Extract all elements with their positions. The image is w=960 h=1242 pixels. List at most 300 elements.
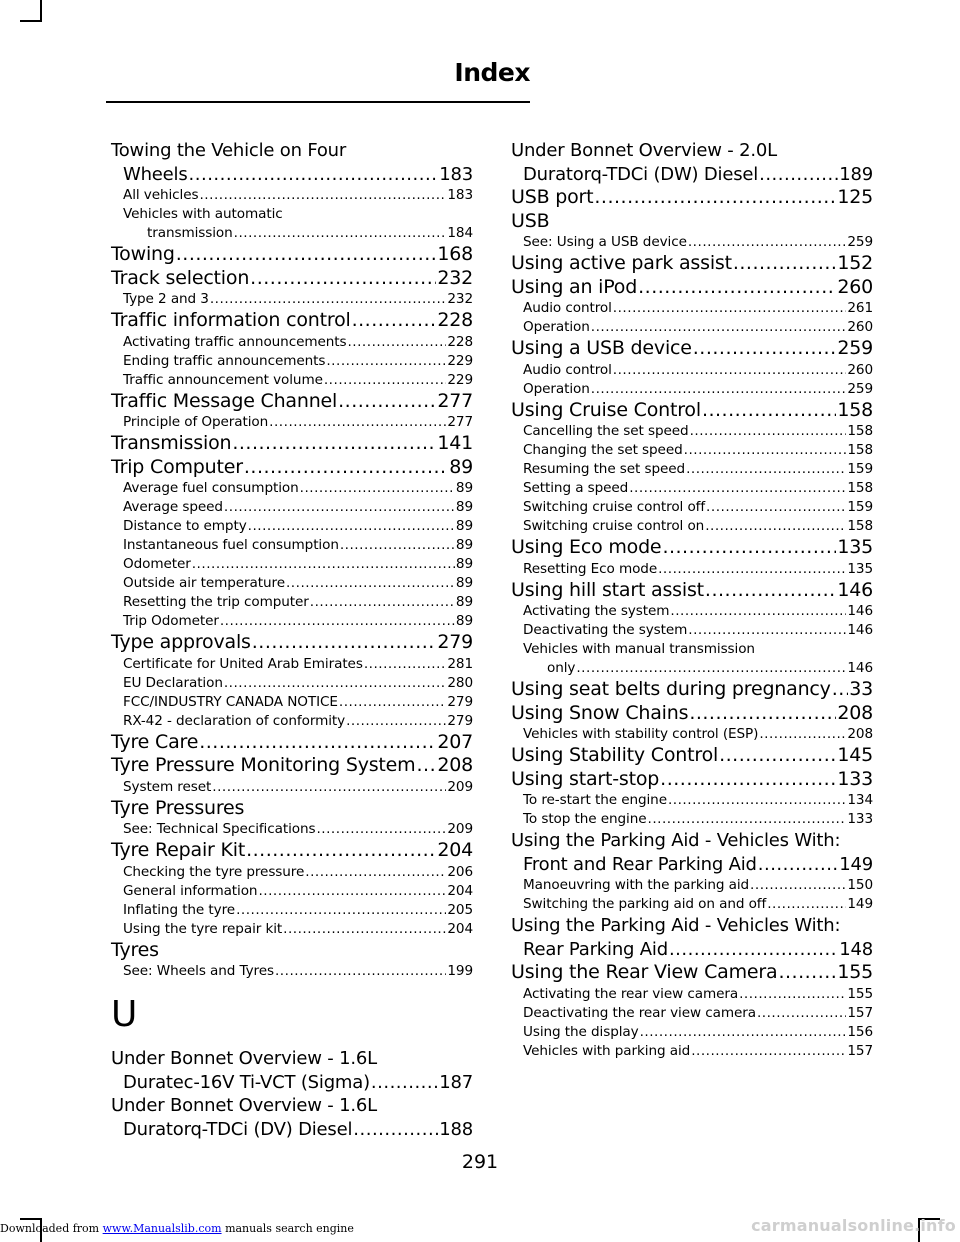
leader-dots	[339, 693, 446, 712]
page-ref: 158	[847, 423, 873, 439]
page-ref: 204	[447, 920, 473, 937]
page-ref: 89	[455, 575, 473, 591]
leader-dots	[283, 920, 446, 939]
entry-text: Trip Odometer	[123, 613, 219, 629]
leader-dots	[340, 536, 455, 555]
page-ref: 260	[847, 319, 873, 335]
entry-line	[511, 702, 873, 726]
page-ref: 209	[447, 821, 473, 837]
index-subentry[interactable]	[511, 791, 873, 810]
page-ref: 146	[837, 578, 873, 601]
leader-dots	[660, 768, 836, 792]
page-ref: 149	[839, 853, 873, 875]
index-subentry[interactable]	[111, 674, 473, 693]
leader-dots	[352, 309, 437, 333]
leader-dots	[591, 318, 847, 337]
page-ref: 279	[437, 631, 473, 653]
leader-dots	[275, 962, 446, 981]
entry-line	[523, 380, 873, 399]
page-ref: 89	[455, 518, 473, 534]
entry-text: Track selection	[111, 266, 250, 289]
entry-text: Certificate for United Arab Emirates	[123, 655, 363, 672]
page-ref: 188	[439, 1118, 473, 1140]
entry-line	[111, 839, 473, 863]
entry-text: Using active park assist	[511, 252, 732, 274]
index-entry[interactable]	[511, 536, 873, 560]
entry-line	[123, 655, 473, 674]
entry-text: Using start-stop	[511, 767, 660, 790]
entry-text: Activating the system	[523, 603, 670, 619]
entry-text: All vehicles	[123, 187, 199, 203]
entry-text: See: Wheels and Tyres	[123, 963, 274, 979]
entry-line	[123, 371, 473, 390]
index-subentry[interactable]	[111, 920, 473, 939]
leader-dots	[250, 267, 436, 291]
leader-dots	[669, 938, 838, 962]
entry-line	[511, 678, 873, 702]
index-entry[interactable]	[511, 276, 873, 300]
download-prefix: Downloaded from	[0, 1222, 100, 1235]
leader-dots	[192, 555, 455, 574]
page-ref: 207	[437, 730, 473, 753]
entry-text: Inflating the tyre	[123, 901, 236, 918]
entry-text: transmission	[147, 225, 233, 241]
index-entry[interactable]	[111, 456, 473, 480]
leader-dots	[248, 517, 455, 536]
index-entry[interactable]	[111, 390, 473, 414]
leader-dots	[416, 754, 436, 778]
leader-dots	[246, 839, 436, 863]
entry-line	[511, 163, 873, 187]
manualslib-link[interactable]: www.Manualslib.com	[102, 1222, 222, 1235]
index-subentry[interactable]	[111, 712, 473, 731]
index-subentry[interactable]	[111, 574, 473, 593]
page-ref: 187	[439, 1071, 473, 1093]
entry-line	[111, 1071, 473, 1095]
leader-dots	[212, 778, 446, 797]
entry-text: Setting a speed	[523, 480, 629, 496]
entry-line	[523, 791, 873, 810]
page-ref: 157	[847, 1042, 873, 1059]
page-ref: 133	[837, 767, 873, 790]
entry-line	[123, 413, 473, 432]
page-ref: 204	[437, 839, 473, 861]
leader-dots	[706, 498, 846, 517]
entry-line	[123, 498, 473, 517]
index-entry[interactable]	[111, 267, 473, 291]
leader-dots	[252, 631, 437, 655]
index-entry[interactable]	[511, 768, 873, 792]
leader-dots	[648, 810, 847, 829]
page-ref: 33	[849, 678, 873, 700]
watermark: carmanualsonline.info	[751, 1216, 956, 1235]
leader-dots	[220, 612, 455, 631]
page-ref: 204	[447, 882, 473, 899]
leader-dots	[690, 422, 847, 441]
leader-dots	[702, 399, 836, 423]
leader-dots	[234, 224, 447, 243]
entry-line	[111, 267, 473, 291]
page-ref: 149	[847, 896, 873, 912]
entry-line	[523, 985, 873, 1004]
entry-line	[511, 853, 873, 877]
page-ref: 156	[847, 1023, 873, 1040]
page-ref: 155	[837, 961, 873, 983]
page-ref: 158	[837, 398, 873, 421]
index-heading: USB	[511, 209, 550, 232]
leader-dots	[199, 731, 436, 755]
index-subentry[interactable]	[511, 422, 873, 441]
index-subentry[interactable]	[511, 1004, 873, 1023]
index-entry[interactable]	[511, 139, 873, 186]
entry-first-line: Using the Parking Aid - Vehicles With:	[511, 830, 841, 851]
entry-text: See: Technical Specifications	[123, 821, 316, 837]
leader-dots	[199, 186, 446, 205]
index-subentry[interactable]	[111, 290, 473, 309]
index-subentry[interactable]	[511, 498, 873, 517]
entry-text: Deactivating the system	[523, 622, 688, 638]
index-subentry[interactable]	[111, 555, 473, 574]
entry-line	[111, 631, 473, 655]
index-entry[interactable]	[511, 829, 873, 876]
index-entry[interactable]	[511, 252, 873, 276]
leader-dots	[338, 390, 436, 414]
leader-dots	[757, 1004, 846, 1023]
page-ref: 208	[437, 754, 473, 776]
entry-text: USB port	[511, 186, 594, 208]
index-subentry[interactable]	[111, 901, 473, 920]
index-entry[interactable]	[511, 961, 873, 985]
leader-dots	[832, 678, 848, 702]
index-subentry[interactable]	[511, 876, 873, 895]
leader-dots	[719, 744, 836, 768]
entry-line	[523, 876, 873, 895]
page-ref: 148	[839, 938, 873, 960]
page-ref: 159	[847, 461, 873, 477]
index-subentry[interactable]	[111, 205, 473, 243]
entry-text: Traffic information control	[111, 309, 351, 331]
index-subentry[interactable]	[111, 612, 473, 631]
entry-line	[123, 555, 473, 574]
index-subentry[interactable]	[111, 693, 473, 712]
index-entry[interactable]	[511, 678, 873, 702]
index-entry[interactable]	[111, 839, 473, 863]
entry-text: Changing the set speed	[523, 442, 683, 458]
entry-line	[523, 621, 873, 640]
index-entry[interactable]	[111, 631, 473, 655]
entry-line	[123, 674, 473, 693]
page-ref: 133	[847, 811, 873, 827]
entry-line	[123, 290, 473, 309]
entry-text: Using the tyre repair kit	[123, 920, 283, 937]
index-subentry[interactable]	[511, 318, 873, 337]
entry-line	[111, 456, 473, 480]
entry-line	[123, 778, 473, 797]
page-ref: 260	[847, 361, 873, 378]
entry-text: Using hill start assist	[511, 578, 704, 601]
index-subentry[interactable]	[111, 962, 473, 981]
leader-dots	[210, 290, 446, 309]
index-subentry[interactable]	[111, 186, 473, 205]
index-subentry[interactable]	[111, 536, 473, 555]
index-entry[interactable]	[511, 337, 873, 361]
page-ref: 146	[847, 622, 873, 638]
index-subentry[interactable]	[511, 621, 873, 640]
index-subentry[interactable]	[111, 352, 473, 371]
index-subentry[interactable]	[111, 882, 473, 901]
page-ref: 89	[455, 594, 473, 610]
leader-dots	[305, 863, 446, 882]
leader-dots	[300, 479, 455, 498]
entry-text: Using the display	[523, 1023, 639, 1040]
index-entry[interactable]	[111, 731, 473, 755]
page-ref: 228	[447, 333, 473, 350]
entry-line	[511, 961, 873, 985]
entry-line	[123, 333, 473, 352]
leader-dots	[640, 1023, 847, 1042]
page-ref: 279	[447, 712, 473, 729]
index-subentry[interactable]	[511, 517, 873, 536]
leader-dots	[176, 243, 437, 267]
page-ref: 134	[847, 792, 873, 808]
entry-text: Using Cruise Control	[511, 398, 701, 421]
index-subentry[interactable]	[511, 361, 873, 380]
entry-text: Resuming the set speed	[523, 461, 686, 477]
leader-dots	[189, 163, 439, 187]
entry-text: Resetting the trip computer	[123, 594, 309, 610]
page-ref: 146	[847, 660, 873, 676]
entry-text: Odometer	[123, 556, 191, 572]
entry-line	[511, 252, 873, 276]
index-subentry[interactable]	[511, 895, 873, 914]
entry-text: Using a USB device	[511, 337, 692, 359]
entry-line	[123, 593, 473, 612]
leader-dots	[371, 1071, 438, 1095]
index-entry[interactable]	[111, 139, 473, 186]
leader-dots	[688, 621, 846, 640]
index-subentry[interactable]	[111, 593, 473, 612]
entry-text: only	[547, 660, 576, 676]
index-entry[interactable]	[111, 309, 473, 333]
entry-text: Ending traffic announcements	[123, 352, 326, 369]
page-ref: 260	[837, 275, 873, 298]
page-ref: 228	[437, 309, 473, 331]
page-ref: 209	[447, 778, 473, 795]
entry-line	[523, 725, 873, 744]
index-entry[interactable]	[111, 243, 473, 267]
entry-line	[523, 659, 873, 678]
index-subentry[interactable]	[511, 1042, 873, 1061]
entry-text: Transmission	[111, 432, 232, 454]
entry-text: Vehicles with stability control (ESP)	[523, 726, 759, 742]
entry-text: Switching cruise control on	[523, 518, 705, 534]
entry-line	[123, 186, 473, 205]
index-subentry[interactable]	[511, 479, 873, 498]
page-ref: 89	[455, 613, 473, 629]
index-subentry[interactable]	[511, 725, 873, 744]
leader-dots	[232, 432, 436, 456]
index-subentry[interactable]	[511, 380, 873, 399]
entry-text: Duratec-16V Ti-VCT (Sigma)	[123, 1071, 370, 1093]
index-subentry[interactable]	[111, 517, 473, 536]
entry-line	[511, 768, 873, 792]
page-ref: 135	[837, 536, 873, 558]
entry-text: Towing	[111, 243, 175, 265]
leader-dots	[658, 560, 846, 579]
crop-mark	[40, 0, 42, 22]
page-ref: 259	[837, 337, 873, 359]
index-entry[interactable]	[511, 702, 873, 726]
entry-text: Deactivating the rear view camera	[523, 1004, 756, 1021]
index-entry[interactable]	[111, 432, 473, 456]
entry-line	[511, 337, 873, 361]
page-ref: 261	[847, 300, 873, 316]
index-subentry[interactable]	[511, 810, 873, 829]
index-entry[interactable]	[511, 579, 873, 603]
index-subentry[interactable]	[511, 602, 873, 621]
page-ref: 146	[847, 603, 873, 619]
entry-text: Activating traffic announcements	[123, 333, 347, 350]
entry-text: System reset	[123, 778, 212, 795]
entry-line	[123, 536, 473, 555]
page-ref: 281	[447, 655, 473, 672]
leader-dots	[662, 536, 836, 560]
entry-line	[511, 744, 873, 768]
page-ref: 155	[847, 985, 873, 1002]
page-ref: 280	[447, 674, 473, 691]
index-subentry[interactable]	[511, 640, 873, 678]
index-subentry[interactable]	[511, 560, 873, 579]
entry-text: EU Declaration	[123, 674, 223, 691]
entry-first-line: Vehicles with automatic	[123, 206, 283, 222]
index-subentry[interactable]	[511, 299, 873, 318]
leader-dots	[316, 820, 446, 839]
index-subentry[interactable]	[511, 233, 873, 252]
entry-line	[123, 901, 473, 920]
index-entry[interactable]	[111, 1094, 473, 1141]
index-subentry[interactable]	[111, 820, 473, 839]
entry-text: Instantaneous fuel consumption	[123, 537, 339, 553]
leader-dots	[638, 276, 836, 300]
index-subentry[interactable]	[511, 1023, 873, 1042]
leader-dots	[693, 337, 837, 361]
index-subentry[interactable]	[111, 413, 473, 432]
page-ref: 89	[455, 499, 473, 515]
entry-first-line: Under Bonnet Overview - 1.6L	[111, 1048, 377, 1069]
entry-first-line: Vehicles with manual transmission	[523, 641, 755, 657]
entry-line	[523, 895, 873, 914]
entry-text: Using seat belts during pregnancy	[511, 678, 831, 700]
entry-line	[123, 574, 473, 593]
index-entry[interactable]	[511, 744, 873, 768]
entry-line	[123, 224, 473, 243]
entry-text: Duratorq-TDCi (DW) Diesel	[523, 163, 759, 185]
letter-heading: U	[111, 994, 138, 1035]
entry-line	[523, 602, 873, 621]
page-ref: 259	[847, 380, 873, 397]
entry-line	[523, 479, 873, 498]
leader-dots	[750, 876, 846, 895]
page-ref: 158	[847, 518, 873, 534]
page-ref: 158	[847, 442, 873, 458]
leader-dots	[629, 479, 846, 498]
entry-line	[523, 318, 873, 337]
index-entry[interactable]	[111, 754, 473, 778]
leader-dots	[353, 1118, 438, 1142]
page-ref: 159	[847, 499, 873, 515]
page-ref: 145	[837, 744, 873, 766]
entry-text: Principle of Operation	[123, 414, 269, 430]
leader-dots	[244, 456, 448, 480]
entry-line	[111, 243, 473, 267]
leader-dots	[686, 460, 846, 479]
index-subentry[interactable]	[111, 863, 473, 882]
entry-text: Average fuel consumption	[123, 480, 299, 496]
entry-line	[123, 352, 473, 371]
index-heading: Tyres	[111, 938, 159, 961]
index-subentry[interactable]	[511, 441, 873, 460]
index-subentry[interactable]	[511, 985, 873, 1004]
leader-dots	[346, 712, 446, 731]
index-entry[interactable]	[111, 1047, 473, 1094]
page-ref: 89	[455, 480, 473, 496]
entry-text: General information	[123, 882, 258, 899]
index-subentry[interactable]	[111, 479, 473, 498]
entry-text: Checking the tyre pressure	[123, 863, 305, 880]
entry-text: Audio control	[523, 361, 612, 378]
entry-line	[111, 731, 473, 755]
index-subentry[interactable]	[111, 655, 473, 674]
page-ref: 206	[447, 863, 473, 880]
page-ref: 168	[437, 243, 473, 265]
index-subentry[interactable]	[111, 498, 473, 517]
leader-dots	[759, 163, 838, 187]
index-subentry[interactable]	[111, 778, 473, 797]
entry-text: Operation	[523, 380, 590, 397]
leader-dots	[364, 655, 447, 674]
entry-text: Average speed	[123, 499, 223, 515]
entry-text: Operation	[523, 319, 590, 335]
entry-first-line: Under Bonnet Overview - 1.6L	[111, 1095, 377, 1116]
index-subentry[interactable]	[111, 333, 473, 352]
index-subentry[interactable]	[111, 371, 473, 390]
leader-dots	[310, 593, 455, 612]
index-entry[interactable]	[511, 186, 873, 210]
entry-text: To stop the engine	[523, 811, 647, 827]
entry-text: Type approvals	[111, 631, 251, 653]
entry-line	[111, 1118, 473, 1142]
entry-line	[123, 863, 473, 882]
index-column-left	[111, 139, 473, 1141]
entry-text: Distance to empty	[123, 518, 247, 534]
entry-line	[511, 186, 873, 210]
entry-line	[523, 1042, 873, 1061]
entry-text: Manoeuvring with the parking aid	[523, 877, 750, 893]
entry-text: Trip Computer	[111, 455, 243, 478]
index-entry[interactable]	[511, 399, 873, 423]
entry-text: Audio control	[523, 300, 612, 316]
entry-line	[523, 361, 873, 380]
entry-line	[523, 233, 873, 252]
index-subentry[interactable]	[511, 460, 873, 479]
entry-text: Switching cruise control off	[523, 499, 706, 515]
entry-line	[511, 399, 873, 423]
index-entry[interactable]	[511, 914, 873, 961]
leader-dots	[594, 186, 836, 210]
entry-line	[123, 962, 473, 981]
leader-dots	[224, 498, 455, 517]
leader-dots	[258, 882, 446, 901]
